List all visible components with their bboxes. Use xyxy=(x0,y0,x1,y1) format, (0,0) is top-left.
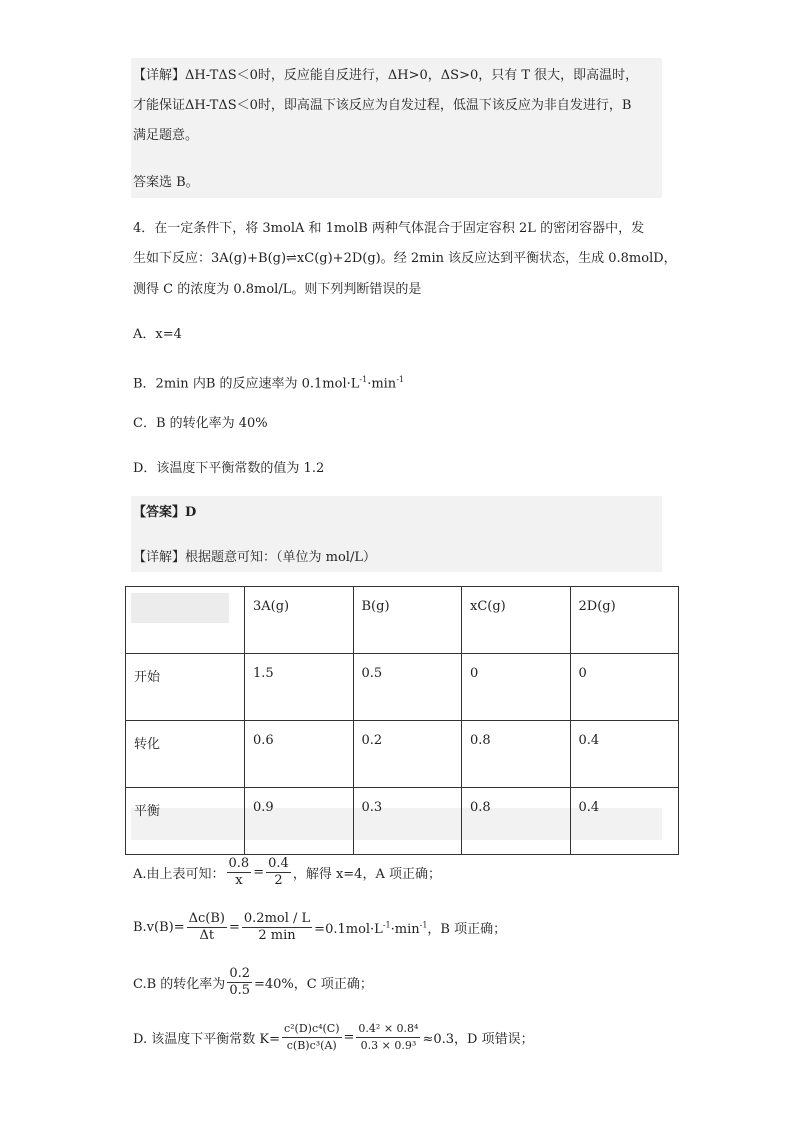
numerator: 0.8 xyxy=(228,856,250,871)
detail-label: 【详解】根据题意可知：（单位为 mol/L） xyxy=(133,550,376,565)
option-b-mid: ·min xyxy=(367,376,397,392)
prev-explanation-line-2: 才能保证ΔH-TΔS＜0时，即高温下该反应为自发过程，低温下该反应为非自发进行，B xyxy=(133,98,632,113)
option-b-sup-1: -1 xyxy=(359,375,368,384)
explain-c-post: =40%，C 项正确； xyxy=(254,977,373,992)
option-b xyxy=(133,370,404,394)
explain-a-post: ，解得 x=4，A 项正确； xyxy=(292,867,441,882)
answer-label: 【答案】D xyxy=(133,505,197,520)
table-header-cell: xC(g) xyxy=(462,587,571,654)
explain-b-mid: ·min xyxy=(390,922,420,937)
explain-b-post xyxy=(314,918,506,937)
explain-b-fraction-2 xyxy=(242,911,312,944)
table-cell: 0.5 xyxy=(353,654,462,721)
explain-b-sup-2: -1 xyxy=(419,920,428,930)
explain-c-pre: C.B 的转化率为 xyxy=(133,977,226,992)
explain-d-pre: D. 该温度下平衡常数 K= xyxy=(133,1032,280,1047)
table-row-label: 转化 xyxy=(126,721,245,788)
denominator: c(B)c³(A) xyxy=(286,1039,337,1052)
denominator: x xyxy=(235,873,243,888)
explain-d-fraction-2 xyxy=(356,1021,420,1054)
table-cell: 0 xyxy=(462,654,571,721)
option-d: D．该温度下平衡常数的值为 1.2 xyxy=(133,461,325,476)
table-cell: 0.2 xyxy=(353,721,462,788)
numerator: c²(D)c⁴(C) xyxy=(282,1021,342,1038)
table-cell: 1.5 xyxy=(245,654,354,721)
prev-answer: 答案选 B。 xyxy=(133,175,199,190)
explain-b xyxy=(133,911,506,944)
equals: = xyxy=(253,865,265,880)
denominator: 0.3 × 0.9³ xyxy=(360,1039,417,1052)
question-line-1: 4．在一定条件下，将 3molA 和 1molB 两种气体混合于固定容积 2L 的密闭容器中，发 xyxy=(133,221,645,236)
table-header-cell: 2D(g) xyxy=(570,587,679,654)
table-cell: 0 xyxy=(570,654,679,721)
table-cell: 0.8 xyxy=(462,788,571,855)
numerator: 0.4 xyxy=(268,856,289,871)
explain-b-sup-1: -1 xyxy=(382,920,391,930)
numerator: 0.2mol / L xyxy=(243,911,311,926)
table-row-label: 开始 xyxy=(126,654,245,721)
explain-a-fraction-2 xyxy=(266,856,291,889)
question-line-2: 生如下反应：3A(g)+B(g)⇌xC(g)+2D(g)。经 2min 该反应达到平衡状态，生成 0.8molD， xyxy=(133,251,677,266)
explain-b-value: =0.1mol·L xyxy=(314,922,383,937)
explain-c xyxy=(133,966,373,999)
equals: = xyxy=(343,1030,355,1045)
table-cell: 0.8 xyxy=(462,721,571,788)
equals: = xyxy=(229,920,240,935)
table-cell: 0.3 xyxy=(353,788,462,855)
explain-b-pre: B.v(B)= xyxy=(133,920,185,935)
option-a: A．x=4 xyxy=(133,327,182,342)
question-line-3: 测得 C 的浓度为 0.8mol/L。则下列判断错误的是 xyxy=(133,282,422,297)
explain-b-end: ，B 项正确； xyxy=(427,922,507,937)
header-blank-box xyxy=(131,593,229,623)
option-b-sup-2: -1 xyxy=(396,375,404,384)
option-b-text: B．2min 内B 的反应速率为 0.1mol·L xyxy=(133,376,360,392)
table-cell: 0.4 xyxy=(570,721,679,788)
equilibrium-table xyxy=(125,586,679,855)
explain-d xyxy=(133,1021,534,1054)
table-cell: 0.9 xyxy=(245,788,354,855)
table-cell: 0.6 xyxy=(245,721,354,788)
table-row xyxy=(126,788,679,855)
explain-a-pre: A.由上表可知： xyxy=(133,867,225,882)
prev-explanation-line-3: 满足题意。 xyxy=(133,128,199,143)
explain-b-fraction-1 xyxy=(187,911,227,944)
option-c: C．B 的转化率为 40% xyxy=(133,416,268,431)
explain-d-fraction-1 xyxy=(282,1021,342,1054)
table-cell: 0.4 xyxy=(570,788,679,855)
numerator: Δc(B) xyxy=(188,911,225,926)
table-header-cell: B(g) xyxy=(353,587,462,654)
explain-a-fraction-1 xyxy=(227,856,252,889)
prev-explanation-line-1: 【详解】ΔH-TΔS＜0时，反应能自反进行，ΔH>0，ΔS>0，只有 T 很大，即高温时， xyxy=(133,68,639,83)
table-row-label: 平衡 xyxy=(126,788,245,855)
numerator: 0.4² × 0.8⁴ xyxy=(356,1021,420,1038)
denominator: 0.5 xyxy=(229,983,250,998)
denominator: 2 xyxy=(274,873,283,888)
table-header-row xyxy=(126,587,679,654)
explain-c-fraction xyxy=(227,966,252,999)
explain-a xyxy=(133,856,441,889)
table-header-cell: 3A(g) xyxy=(245,587,354,654)
table-row xyxy=(126,721,679,788)
denominator: 2 min xyxy=(258,928,296,943)
table-row xyxy=(126,654,679,721)
table-header-blank xyxy=(126,587,245,654)
explain-d-post: ≈0.3，D 项错误； xyxy=(422,1032,534,1047)
denominator: Δt xyxy=(199,928,215,943)
numerator: 0.2 xyxy=(229,966,250,981)
